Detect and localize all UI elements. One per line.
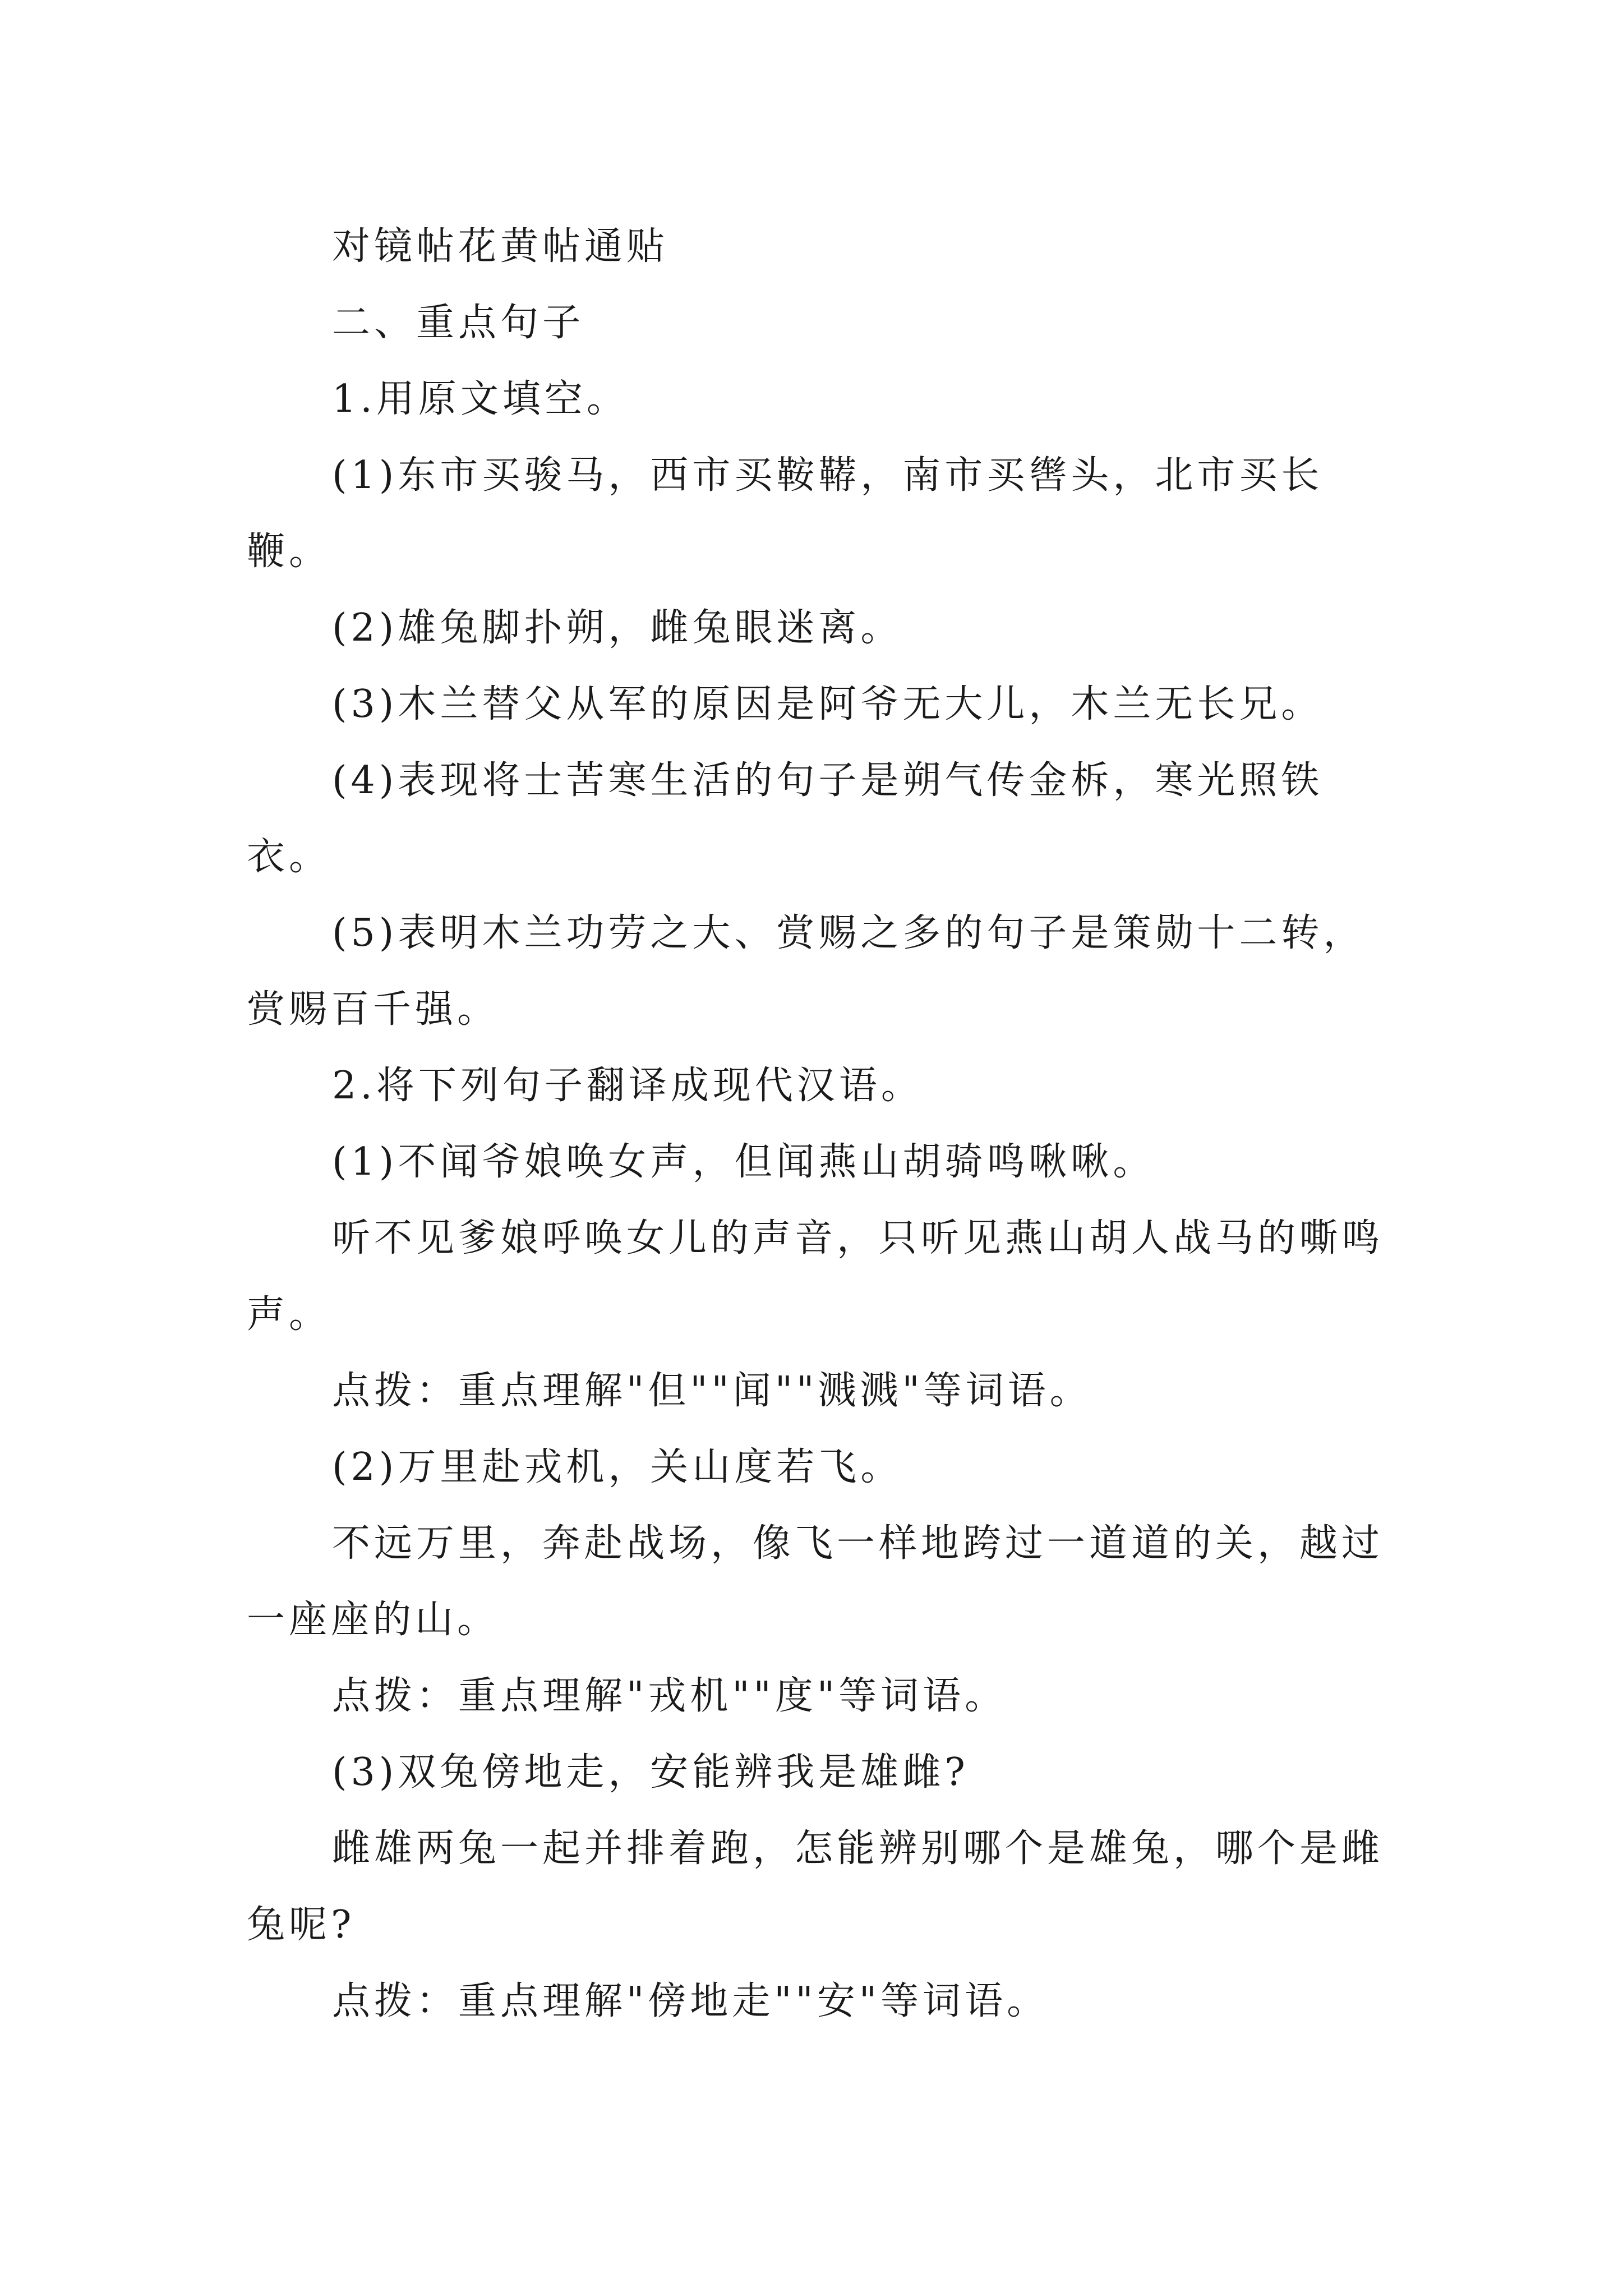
paragraph: (1)东市买骏马，西市买鞍鞯，南市买辔头，北市买长鞭。 [247,453,1324,574]
paragraph: 不远万里，奔赴战场，像飞一样地跨过一道道的关，越过一座座的山。 [247,1521,1384,1642]
paragraph: 听不见爹娘呼唤女儿的声音，只听见燕山胡人战马的嘶鸣声。 [247,1216,1384,1337]
paragraph: 对镜帖花黄帖通贴 [332,224,669,269]
subsection-heading: 1.用原文填空。 [332,377,629,421]
document-body [247,209,1391,2040]
paragraph: (3)双兔傍地走，安能辨我是雄雌? [332,1750,969,1795]
subsection-heading: 2.将下列句子翻译成现代汉语。 [332,1064,923,1108]
paragraph: (5)表明木兰功劳之大、赏赐之多的句子是策勋十二转，赏赐百千强。 [247,911,1366,1032]
paragraph: (1)不闻爷娘唤女声，但闻燕山胡骑鸣啾啾。 [332,1140,1155,1184]
paragraph: 点拨：重点理解"但""闻""溅溅"等词语。 [332,1369,1092,1413]
paragraph: 雌雄两兔一起并排着跑，怎能辨别哪个是雄兔，哪个是雌兔呢? [247,1826,1384,1947]
paragraph: (2)万里赴戎机，关山度若飞。 [332,1445,903,1489]
section-heading: 二、重点句子 [332,301,585,345]
paragraph: (2)雄兔脚扑朔，雌兔眼迷离。 [332,606,903,650]
paragraph: (4)表现将士苦寒生活的句子是朔气传金柝，寒光照铁衣。 [247,758,1324,879]
paragraph: 点拨：重点理解"戎机""度"等词语。 [332,1674,1007,1718]
paragraph: (3)木兰替父从军的原因是阿爷无大儿，木兰无长兄。 [332,682,1324,726]
paragraph: 点拨：重点理解"傍地走""安"等词语。 [332,1979,1049,2023]
